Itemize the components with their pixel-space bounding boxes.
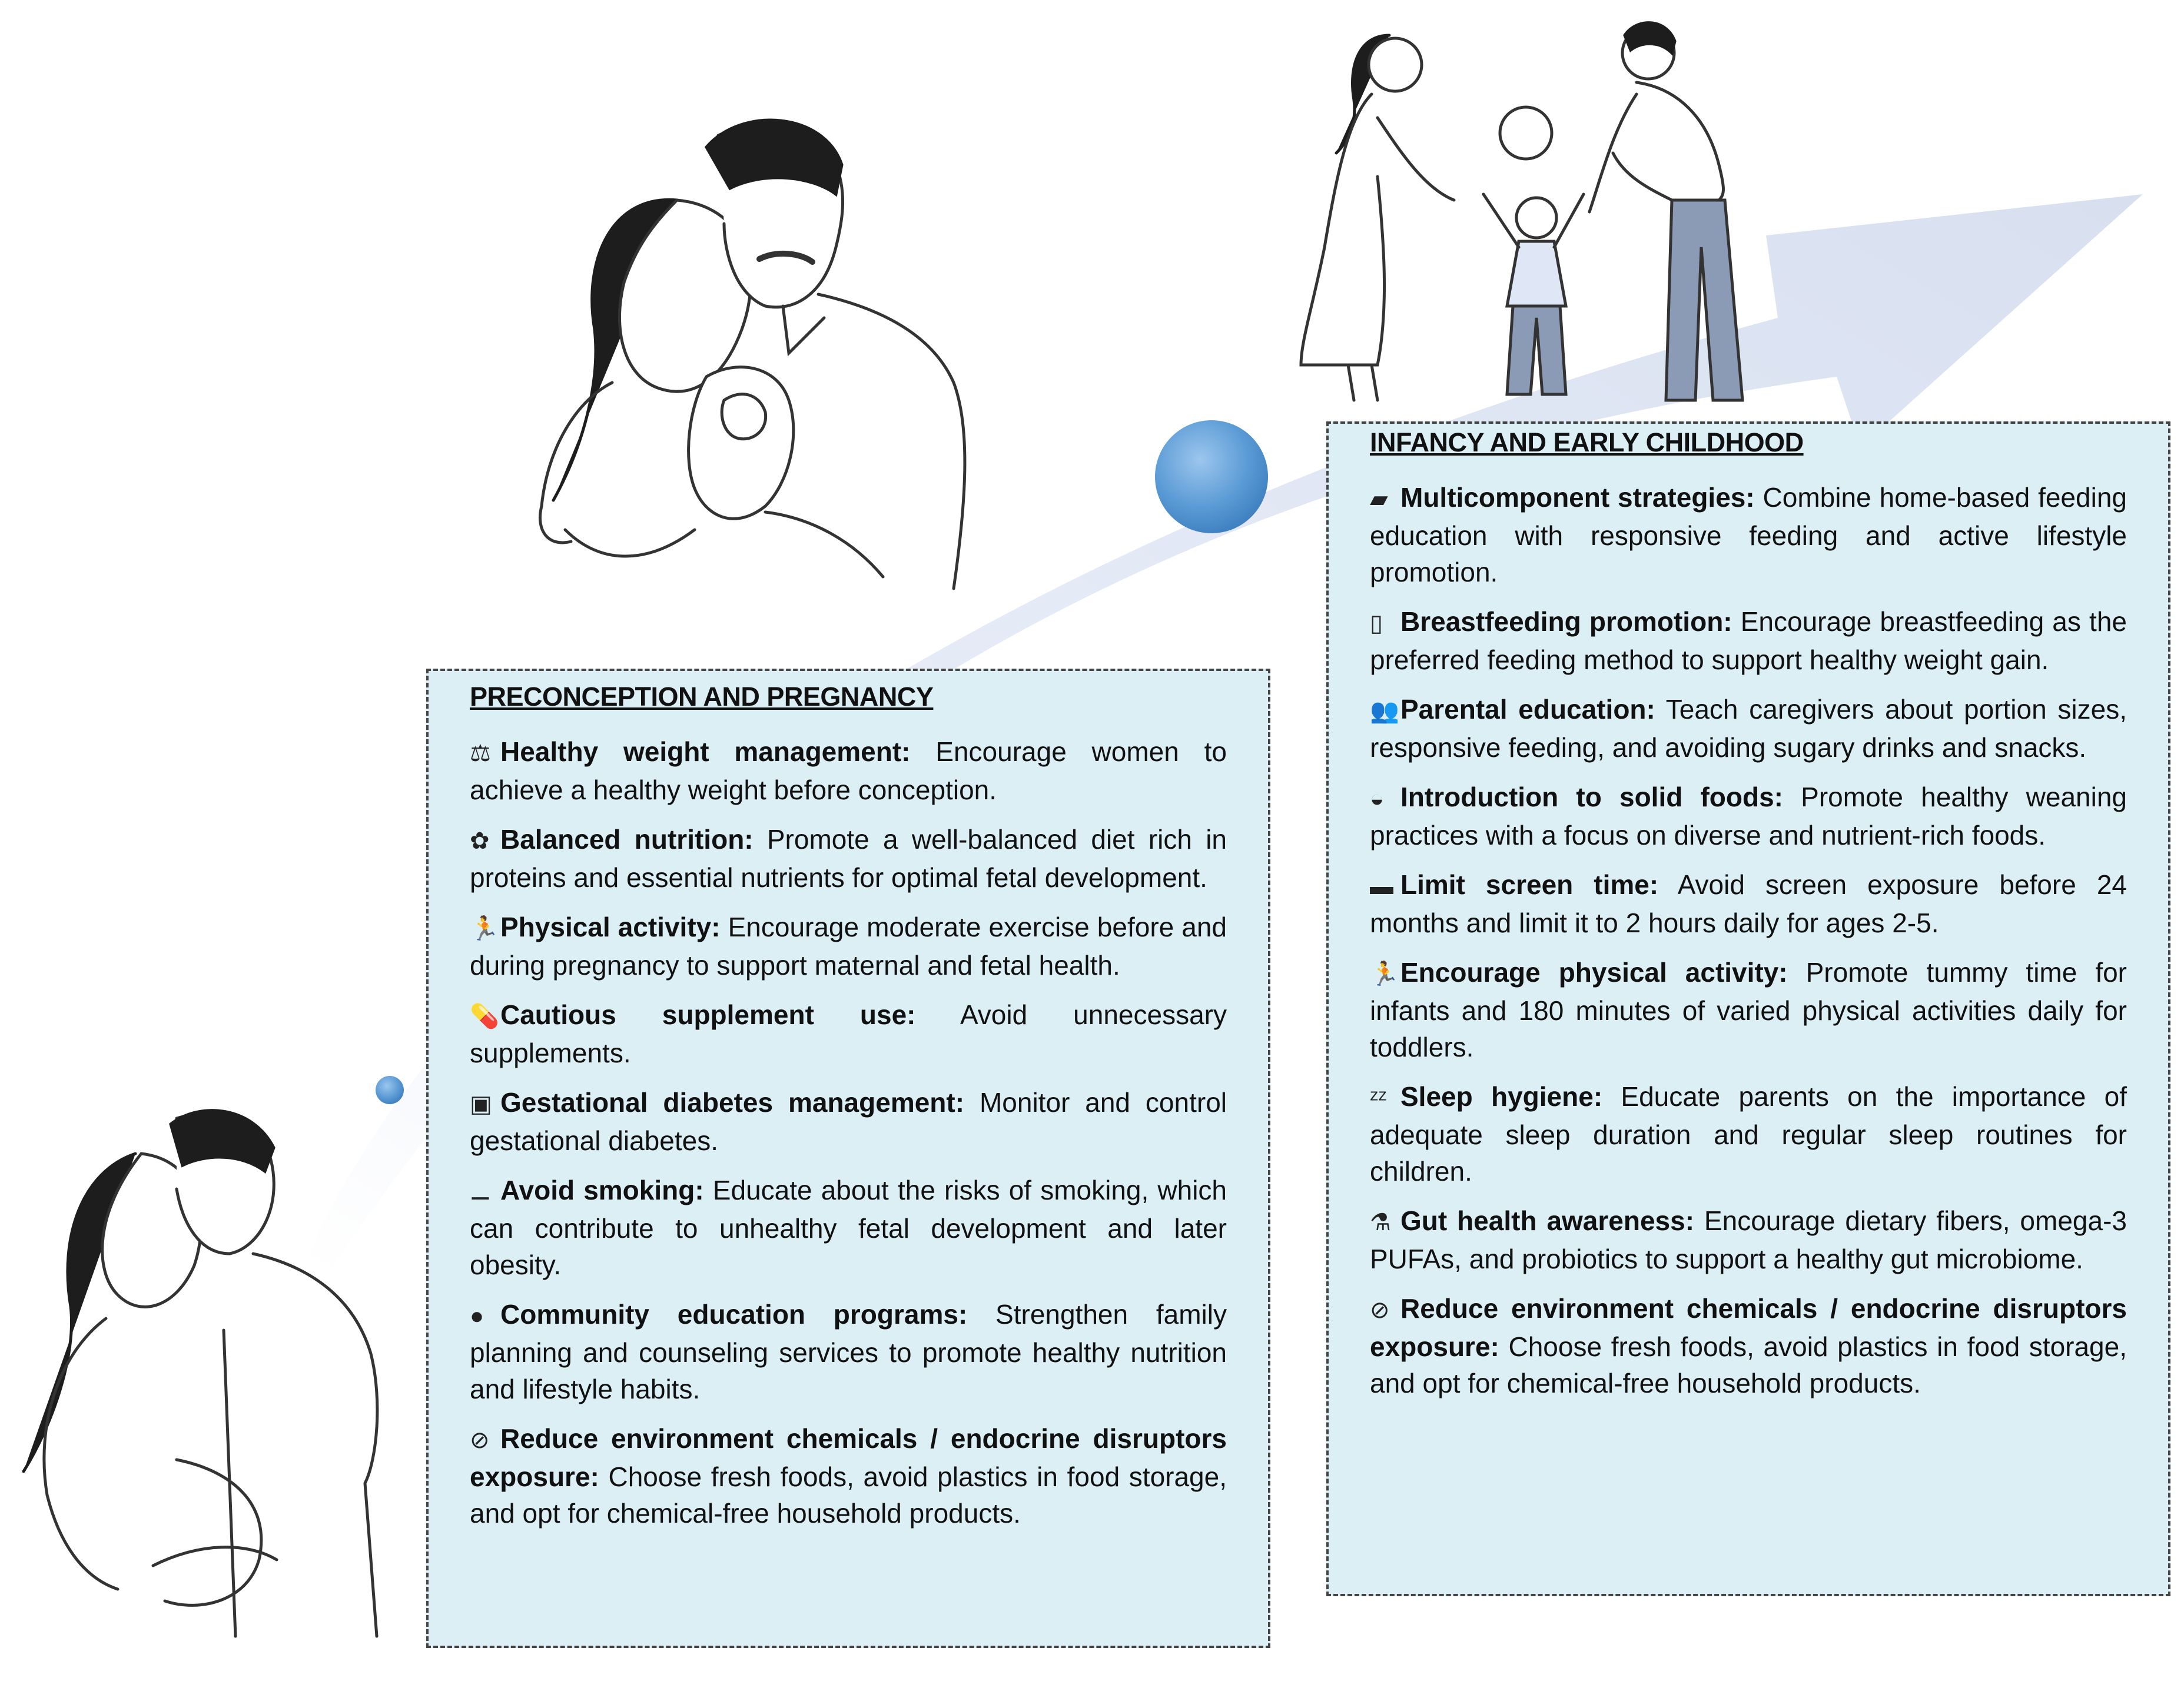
couple-with-newborn-illustration bbox=[540, 120, 964, 589]
list-item bbox=[1370, 779, 2127, 853]
runner-icon: 🏃 bbox=[1370, 961, 1399, 987]
item-description: Promote a well-balanced diet rich in proteins and essential nutrients for optimal fetal development. bbox=[470, 824, 1227, 893]
item-description: Teach caregivers about portion sizes, responsive feeding, and avoiding sugary drinks and snacks. bbox=[1370, 694, 2127, 763]
item-title: Reduce environment chemicals / endocrine disruptors exposure: bbox=[1370, 1293, 2127, 1362]
item-title: Limit screen time: bbox=[1400, 869, 1659, 900]
item-title: Gestational diabetes management: bbox=[500, 1087, 965, 1118]
item-title: Physical activity: bbox=[500, 912, 721, 942]
pill-icon: 💊 bbox=[470, 1004, 499, 1029]
item-title: Multicomponent strategies: bbox=[1400, 482, 1755, 513]
parents-icon: 👥 bbox=[1370, 698, 1399, 724]
baby-bottle-icon: ▯ bbox=[1370, 610, 1383, 636]
item-title: Cautious supplement use: bbox=[500, 999, 916, 1030]
item-description: Encourage moderate exercise before and during pregnancy to support maternal and fetal health. bbox=[470, 912, 1227, 981]
item-description: Promote tummy time for infants and 180 minutes of varied physical activities daily for toddlers. bbox=[1370, 957, 2127, 1062]
salad-icon: ✿ bbox=[470, 828, 490, 854]
bowl-icon: ◒ bbox=[1370, 786, 1385, 812]
item-title: Community education programs: bbox=[500, 1299, 968, 1330]
item-list bbox=[1370, 479, 2127, 1401]
list-item bbox=[1370, 691, 2127, 766]
list-item bbox=[1370, 1290, 2127, 1401]
item-title: Encourage physical activity: bbox=[1400, 957, 1788, 988]
apple-icon: ● bbox=[470, 1303, 484, 1329]
glucose-meter-icon: ▣ bbox=[470, 1091, 492, 1117]
item-description: Combine home-based feeding education with responsive feeding and active lifestyle promotion. bbox=[1370, 482, 2127, 587]
list-item bbox=[1370, 603, 2127, 678]
list-item bbox=[1370, 1078, 2127, 1190]
item-title: Healthy weight management: bbox=[500, 736, 911, 767]
list-item bbox=[470, 1296, 1227, 1407]
item-title: Breastfeeding promotion: bbox=[1400, 606, 1732, 637]
large-bubble-icon bbox=[1155, 420, 1268, 533]
item-description: Choose fresh foods, avoid plastics in food storage, and opt for chemical-free household products. bbox=[470, 1461, 1227, 1529]
list-item bbox=[470, 1420, 1227, 1531]
item-title: Parental education: bbox=[1400, 694, 1655, 725]
item-title: Reduce environment chemicals / endocrine disruptors exposure: bbox=[470, 1423, 1227, 1492]
family-playing-illustration bbox=[1301, 23, 1742, 400]
list-item bbox=[1370, 1202, 2127, 1277]
list-item bbox=[470, 821, 1227, 896]
item-title: Introduction to solid foods: bbox=[1400, 782, 1784, 812]
preconception-pregnancy-panel bbox=[426, 669, 1270, 1648]
runner-icon: 🏃 bbox=[470, 916, 499, 942]
item-description: Encourage dietary fibers, omega-3 PUFAs, and probiotics to support a healthy gut microbiome. bbox=[1370, 1205, 2127, 1274]
list-item bbox=[1370, 866, 2127, 941]
item-description: Promote healthy weaning practices with a focus on diverse and nutrient-rich foods. bbox=[1370, 782, 2127, 851]
scale-icon: ⚖ bbox=[470, 740, 491, 766]
pregnant-couple-illustration bbox=[24, 1111, 377, 1636]
puzzle-icon: ▰ bbox=[1370, 486, 1388, 512]
item-description: Avoid unnecessary supplements. bbox=[470, 999, 1227, 1068]
no-chemicals-icon: ⊘ bbox=[470, 1427, 490, 1453]
list-item bbox=[470, 909, 1227, 984]
list-item bbox=[470, 996, 1227, 1071]
item-list bbox=[470, 733, 1227, 1531]
item-description: Monitor and control gestational diabetes. bbox=[470, 1087, 1227, 1156]
list-item bbox=[1370, 479, 2127, 590]
cigarette-icon: ⚊ bbox=[470, 1179, 491, 1205]
panel-heading: INFANCY AND EARLY CHILDHOOD bbox=[1370, 427, 1804, 457]
item-description: Educate parents on the importance of adequate sleep duration and regular sleep routines for children. bbox=[1370, 1081, 2127, 1187]
item-description: Choose fresh foods, avoid plastics in food storage, and opt for chemical-free household products. bbox=[1370, 1331, 2127, 1398]
list-item bbox=[470, 733, 1227, 808]
panel-heading: PRECONCEPTION AND PREGNANCY bbox=[470, 682, 934, 712]
no-chemicals-icon: ⊘ bbox=[1370, 1297, 1390, 1323]
screen-icon: ▬ bbox=[1370, 873, 1393, 899]
list-item bbox=[470, 1084, 1227, 1159]
small-bubble-icon bbox=[376, 1076, 404, 1104]
item-title: Sleep hygiene: bbox=[1400, 1081, 1603, 1112]
sleep-icon: ᶻᶻ bbox=[1370, 1085, 1387, 1111]
item-title: Avoid smoking: bbox=[500, 1175, 704, 1205]
item-title: Gut health awareness: bbox=[1400, 1205, 1695, 1236]
item-description: Avoid screen exposure before 24 months and limit it to 2 hours daily for ages 2-5. bbox=[1370, 869, 2127, 938]
item-title: Balanced nutrition: bbox=[500, 824, 754, 855]
infancy-early-childhood-panel bbox=[1326, 421, 2170, 1596]
microscope-icon: ⚗ bbox=[1370, 1210, 1391, 1235]
item-description: Strengthen family planning and counseling services to promote healthy nutrition and lifestyle habits. bbox=[470, 1299, 1227, 1404]
item-description: Encourage women to achieve a healthy weight before conception. bbox=[470, 736, 1227, 805]
item-description: Encourage breastfeeding as the preferred feeding method to support healthy weight gain. bbox=[1370, 606, 2127, 675]
list-item bbox=[470, 1172, 1227, 1283]
list-item bbox=[1370, 954, 2127, 1065]
item-description: Educate about the risks of smoking, which can contribute to unhealthy fetal development and later obesity. bbox=[470, 1175, 1227, 1280]
